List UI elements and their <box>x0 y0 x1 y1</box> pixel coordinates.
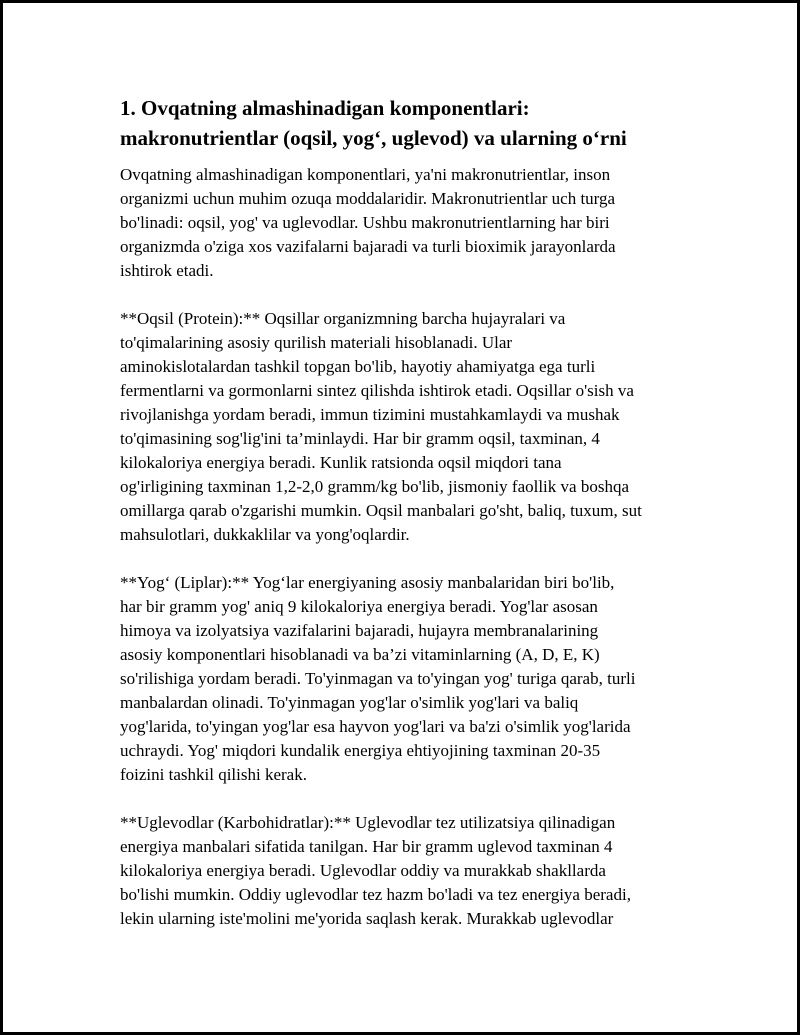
title-line-2: makronutrientlar (oqsil, yog‘, uglevod) va ularning o‘rni <box>120 126 627 150</box>
text-line: har bir gramm yog' aniq 9 kilokaloriya energiya beradi. Yog'lar asosan <box>120 597 598 616</box>
text-line: asosiy komponentlari hisoblanadi va ba’zi vitaminlarning (A, D, E, K) <box>120 645 600 664</box>
text-line: to'qimalarining asosiy qurilish materiali hisoblanadi. Ular <box>120 333 513 352</box>
text-line: himoya va izolyatsiya vazifalarini bajaradi, hujayra membranalarining <box>120 621 599 640</box>
text-line: organizmi uchun muhim ozuqa moddalaridir. Makronutrientlar uch turga <box>120 189 616 208</box>
text-line: so'rilishiga yordam beradi. To'yinmagan va to'yingan yog' turiga qarab, turli <box>120 669 636 688</box>
text-line: aminokislotalardan tashkil topgan bo'lib, hayotiy ahamiyatga ega turli <box>120 357 596 376</box>
text-line: lekin ularning iste'molini me'yorida saqlash kerak. Murakkab uglevodlar <box>120 909 614 928</box>
text-line: kilokaloriya energiya beradi. Uglevodlar oddiy va murakkab shakllarda <box>120 861 606 880</box>
text-line: **Yog‘ (Liplar):** Yog‘lar energiyaning asosiy manbalaridan biri bo'lib, <box>120 573 615 592</box>
text-line: bo'lishi mumkin. Oddiy uglevodlar tez hazm bo'ladi va tez energiya beradi, <box>120 885 631 904</box>
text-line: energiya manbalari sifatida tanilgan. Har bir gramm uglevod taxminan 4 <box>120 837 613 856</box>
body-text <box>120 163 677 931</box>
text-line: organizmda o'ziga xos vazifalarni bajaradi va turli bioximik jarayonlarda <box>120 237 616 256</box>
text-line: omillarga qarab o'zgarishi mumkin. Oqsil manbalari go'sht, baliq, tuxum, sut <box>120 501 642 520</box>
text-line: foizini tashkil qilishi kerak. <box>120 765 307 784</box>
text-line: rivojlanishga yordam beradi, immun tizimini mustahkamlaydi va mushak <box>120 405 620 424</box>
intro-paragraph <box>120 163 677 283</box>
text-line: Ovqatning almashinadigan komponentlari, ya'ni makronutrientlar, inson <box>120 165 611 184</box>
title-line-1: 1. Ovqatning almashinadigan komponentlari: <box>120 96 530 120</box>
text-line: **Uglevodlar (Karbohidratlar):** Uglevodlar tez utilizatsiya qilinadigan <box>120 813 616 832</box>
text-line: ishtirok etadi. <box>120 261 214 280</box>
text-line: fermentlarni va gormonlarni sintez qilishda ishtirok etadi. Oqsillar o'sish va <box>120 381 634 400</box>
text-line: bo'linadi: oqsil, yog' va uglevodlar. Ushbu makronutrientlarning har biri <box>120 213 610 232</box>
section-title <box>120 93 677 153</box>
text-line: **Oqsil (Protein):** Oqsillar organizmning barcha hujayralari va <box>120 309 566 328</box>
text-line: kilokaloriya energiya beradi. Kunlik ratsionda oqsil miqdori tana <box>120 453 562 472</box>
protein-paragraph <box>120 307 677 547</box>
text-line: mahsulotlari, dukkaklilar va yong'oqlardir. <box>120 525 410 544</box>
text-line: to'qimasining sog'lig'ini ta’minlaydi. Har bir gramm oqsil, taxminan, 4 <box>120 429 600 448</box>
text-line: uchraydi. Yog' miqdori kundalik energiya ehtiyojining taxminan 20-35 <box>120 741 601 760</box>
text-line: yog'larida, to'yingan yog'lar esa hayvon yog'lari va ba'zi o'simlik yog'larida <box>120 717 631 736</box>
fat-paragraph <box>120 571 677 787</box>
text-line: og'irligining taxminan 1,2-2,0 gramm/kg bo'lib, jismoniy faollik va boshqa <box>120 477 629 496</box>
text-line: manbalardan olinadi. To'yinmagan yog'lar o'simlik yog'lari va baliq <box>120 693 579 712</box>
carbohydrate-paragraph <box>120 811 677 931</box>
